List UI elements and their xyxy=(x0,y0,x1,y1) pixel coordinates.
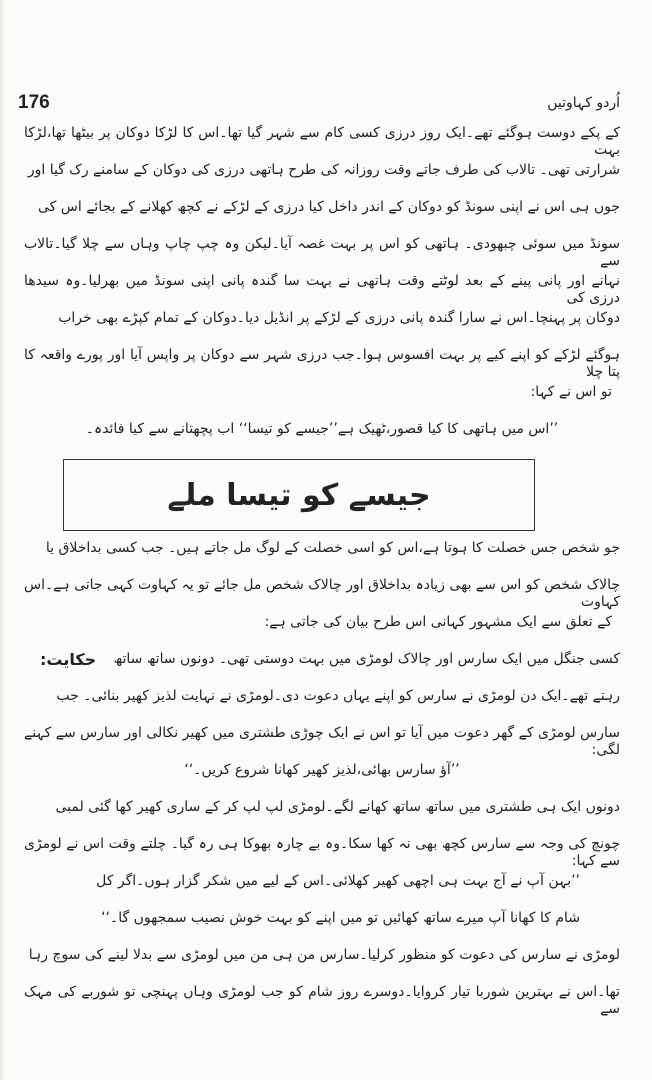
text-line: دوکان پر پہنچا۔اس نے سارا گندہ پانی درزی کے لڑکے پر انڈیل دیا۔دوکان کے تمام کپڑے بھی خراب xyxy=(58,310,620,326)
section-title: جیسے کو تیسا ملے xyxy=(167,477,431,513)
quote-line: ’’آؤ سارس بھائی،لذیز کھیر کھانا شروع کریں۔‘‘ xyxy=(184,762,460,778)
tale-heading: حکایت: xyxy=(40,650,97,669)
quote-line: شام کا کھانا آپ میرے ساتھ کھائیں تو میں اپنے کو بہت خوش نصیب سمجھوں گا۔‘‘ xyxy=(101,910,580,926)
text-line: رہتے تھے۔ایک دن لومڑی نے سارس کو اپنے یہاں دعوت دی۔لومڑی نے نہایت لذیز کھیر بنائی۔ جب xyxy=(56,688,620,704)
tale-first-line xyxy=(24,650,620,687)
page-body xyxy=(24,124,620,1020)
text-line: کے تعلق سے ایک مشہور کہانی اس طرح بیان کی جاتی ہے: xyxy=(264,614,612,630)
text-line: جوں ہی اس نے اپنی سونڈ کو دوکان کے اندر داخل کیا درزی کے لڑکے نے کچھ کھلانے کے بجائے اس کی xyxy=(37,199,620,215)
quote-line: ’’بہن آپ نے آج بہت ہی اچھی کھیر کھلائی۔اس کے لیے میں شکر گزار ہوں۔اگر کل xyxy=(96,873,580,889)
text-line: چالاک شخص کو اس سے بھی زیادہ بداخلاق اور چالاک شخص مل جائے تو یہ کہاوت کہی جاتی ہے۔اس کہاوت xyxy=(24,577,620,610)
running-title: اُردو کہاوتیں xyxy=(547,95,620,111)
text-line: تھا۔اس نے بہترین شوربا تیار کروایا۔دوسرے روز شام کو جب لومڑی وہاں پہنچی تو شوربے کی مہک سے xyxy=(24,984,620,1017)
quote-line: ’’اس میں ہاتھی کا کیا قصور،ٹھیک ہے’’جیسے کو تیسا‘‘ اب پچھتانے سے کیا فائدہ۔ xyxy=(85,421,559,437)
text-line: سارس لومڑی کے گھر دعوت میں آیا تو اس نے ایک چوڑی طشتری میں کھیر نکالی اور سارس سے کہنے لگی: xyxy=(24,725,620,758)
text-line: سونڈ میں سوئی چبھودی۔ ہاتھی کو اس پر بہت غصہ آیا۔لیکن وہ چپ چاپ وہاں سے چلا گیا۔تالاب سے xyxy=(24,236,620,269)
page-header xyxy=(18,88,620,118)
text-line: تو اس نے کہا: xyxy=(530,384,612,400)
text-line: شرارتی تھی۔ تالاب کی طرف جاتے وقت روزانہ کی طرح ہاتھی درزی کی دوکان کے سامنے رک گیا اور xyxy=(27,162,620,178)
text-line: لومڑی نے سارس کی دعوت کو منظور کرلیا۔سارس من ہی من میں لومڑی سے بدلا لینے کی سوچ رہا xyxy=(28,947,620,963)
section-title-box xyxy=(63,459,535,531)
text-line: کسی جنگل میں ایک سارس اور چالاک لومڑی میں بہت دوستی تھی۔ دونوں ساتھ ساتھ xyxy=(113,651,620,667)
page-number: 176 xyxy=(18,92,50,113)
text-line: نہانے اور پانی پینے کے بعد لوٹتے وقت ہاتھی نے بہت سا گندہ پانی اپنی سونڈ میں بھرلیا۔وہ سیدھا درزی کی xyxy=(24,273,620,306)
page-edge-shadow xyxy=(0,0,6,1080)
text-line: ہوگئے لڑکے کو اپنے کیے پر بہت افسوس ہوا۔جب درزی شہر سے دوکان پر واپس آیا اور پورے واقعہ کا پتا چلا xyxy=(24,347,620,380)
text-line: دونوں ایک ہی طشتری میں ساتھ ساتھ کھانے لگے۔لومڑی لپ لپ کر کے ساری کھیر کھا گئی لمبی xyxy=(55,799,620,815)
text-line: جو شخص جس خصلت کا ہوتا ہے،اس کو اسی خصلت کے لوگ مل جاتے ہیں۔ جب کسی بداخلاق یا xyxy=(45,540,620,556)
text-line: کے پکے دوست ہوگئے تھے۔ایک روز درزی کسی کام سے شہر گیا تھا۔اس کا لڑکا دوکان پر بیٹھا تھا،لڑکا بہت xyxy=(24,125,620,158)
text-line: چونچ کی وجہ سے سارس کچھ بھی نہ کھا سکا۔وہ بے چارہ بھوکا ہی رہ گیا۔ چلتے وقت اس نے لومڑی سے کہا: xyxy=(24,836,620,869)
